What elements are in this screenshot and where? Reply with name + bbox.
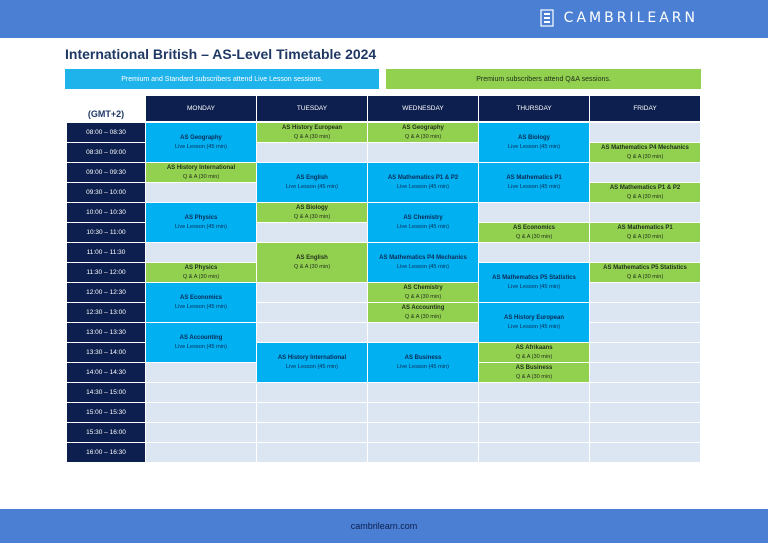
time-slot-label: 15:00 – 15:30 xyxy=(67,403,145,422)
lesson-detail: Live Lesson (45 min) xyxy=(175,343,227,350)
live-lesson-block[interactable] xyxy=(479,123,589,162)
live-lesson-block[interactable] xyxy=(368,203,478,242)
day-header-friday: FRIDAY xyxy=(590,96,700,121)
time-slot-label: 12:00 – 12:30 xyxy=(67,283,145,302)
lesson-detail: Live Lesson (45 min) xyxy=(286,363,338,370)
empty-slot xyxy=(590,203,700,222)
live-lesson-block[interactable] xyxy=(479,163,589,202)
lesson-subject: AS History European xyxy=(281,124,342,131)
empty-slot xyxy=(257,143,367,162)
lesson-detail: Q & A (30 min) xyxy=(404,313,442,320)
lesson-subject: AS Economics xyxy=(179,294,222,301)
live-lesson-block[interactable] xyxy=(479,303,589,342)
page-title: International British – AS-Level Timetable 2024 xyxy=(65,46,377,62)
time-slot-label: 10:00 – 10:30 xyxy=(67,203,145,222)
empty-slot xyxy=(146,403,256,422)
lesson-detail: Live Lesson (45 min) xyxy=(286,183,338,190)
day-header-monday: MONDAY xyxy=(146,96,256,121)
qa-session-block[interactable] xyxy=(479,343,589,362)
lesson-detail: Live Lesson (45 min) xyxy=(397,183,449,190)
qa-session-block[interactable] xyxy=(479,363,589,382)
empty-slot xyxy=(146,383,256,402)
lesson-subject: AS Mathematics P1 xyxy=(617,224,673,231)
lesson-detail: Q & A (30 min) xyxy=(626,153,664,160)
lesson-subject: AS Mathematics P5 Statistics xyxy=(603,264,687,271)
empty-slot xyxy=(368,423,478,442)
time-slot-label: 09:00 – 09:30 xyxy=(67,163,145,182)
qa-session-block[interactable] xyxy=(146,263,256,282)
live-lesson-block[interactable] xyxy=(368,243,478,282)
empty-slot xyxy=(590,443,700,462)
empty-slot xyxy=(479,243,589,262)
empty-slot xyxy=(479,423,589,442)
time-slot-label: 11:00 – 11:30 xyxy=(67,243,145,262)
live-lesson-block[interactable] xyxy=(146,323,256,362)
qa-session-block[interactable] xyxy=(368,283,478,302)
lesson-detail: Q & A (30 min) xyxy=(293,213,331,220)
lesson-subject: AS Mathematics P1 xyxy=(506,174,562,181)
empty-slot xyxy=(257,403,367,422)
empty-slot xyxy=(368,383,478,402)
lesson-detail: Q & A (30 min) xyxy=(626,273,664,280)
lesson-detail: Q & A (30 min) xyxy=(515,233,553,240)
lesson-detail: Q & A (30 min) xyxy=(626,233,664,240)
time-slot-label: 09:30 – 10:00 xyxy=(67,183,145,202)
empty-slot xyxy=(146,443,256,462)
lesson-detail: Q & A (30 min) xyxy=(515,373,553,380)
qa-session-block[interactable] xyxy=(257,123,367,142)
lesson-detail: Live Lesson (45 min) xyxy=(508,143,560,150)
day-header-wednesday: WEDNESDAY xyxy=(368,96,478,121)
lesson-detail: Q & A (30 min) xyxy=(404,293,442,300)
empty-slot xyxy=(368,323,478,342)
qa-session-block[interactable] xyxy=(590,183,700,202)
lesson-subject: AS Business xyxy=(515,364,553,371)
live-lesson-block[interactable] xyxy=(257,163,367,202)
lesson-subject: AS Mathematics P1 & P2 xyxy=(387,174,459,181)
lesson-detail: Live Lesson (45 min) xyxy=(397,223,449,230)
live-lesson-block[interactable] xyxy=(479,263,589,302)
lesson-subject: AS Mathematics P5 Statistics xyxy=(492,274,576,281)
brand-name: CAMBRILEARN xyxy=(563,10,698,26)
empty-slot xyxy=(257,383,367,402)
day-header-tuesday: TUESDAY xyxy=(257,96,367,121)
time-slot-label: 11:30 – 12:00 xyxy=(67,263,145,282)
empty-slot xyxy=(368,143,478,162)
empty-slot xyxy=(479,443,589,462)
lesson-detail: Q & A (30 min) xyxy=(182,273,220,280)
lesson-subject: AS Accounting xyxy=(401,304,445,311)
lesson-subject: AS Mathematics P1 & P2 xyxy=(609,184,681,191)
qa-session-block[interactable] xyxy=(368,123,478,142)
live-lesson-block[interactable] xyxy=(146,283,256,322)
time-slot-label: 14:30 – 15:00 xyxy=(67,383,145,402)
qa-session-block[interactable] xyxy=(146,163,256,182)
lesson-subject: AS Afrikaans xyxy=(515,344,553,351)
lesson-subject: AS English xyxy=(296,174,328,181)
time-slot-label: 14:00 – 14:30 xyxy=(67,363,145,382)
lesson-detail: Live Lesson (45 min) xyxy=(175,223,227,230)
lesson-subject: AS History European xyxy=(503,314,564,321)
lesson-subject: AS Geography xyxy=(180,134,222,141)
lesson-detail: Q & A (30 min) xyxy=(404,133,442,140)
empty-slot xyxy=(257,423,367,442)
lesson-detail: Live Lesson (45 min) xyxy=(508,283,560,290)
live-lesson-block[interactable] xyxy=(146,203,256,242)
qa-session-block[interactable] xyxy=(590,143,700,162)
lesson-detail: Live Lesson (45 min) xyxy=(175,303,227,310)
lesson-subject: AS History International xyxy=(166,164,236,171)
qa-session-block[interactable] xyxy=(257,243,367,282)
lesson-detail: Live Lesson (45 min) xyxy=(397,363,449,370)
qa-session-block[interactable] xyxy=(368,303,478,322)
empty-slot xyxy=(146,363,256,382)
lesson-detail: Q & A (30 min) xyxy=(626,193,664,200)
live-lesson-block[interactable] xyxy=(368,343,478,382)
time-slot-label: 15:30 – 16:00 xyxy=(67,423,145,442)
empty-slot xyxy=(257,323,367,342)
empty-slot xyxy=(590,323,700,342)
qa-session-block[interactable] xyxy=(590,223,700,242)
empty-slot xyxy=(479,383,589,402)
lesson-subject: AS English xyxy=(296,254,328,261)
qa-session-block[interactable] xyxy=(590,263,700,282)
empty-slot xyxy=(590,163,700,182)
lesson-detail: Live Lesson (45 min) xyxy=(508,183,560,190)
time-slot-label: 16:00 – 16:30 xyxy=(67,443,145,462)
empty-slot xyxy=(257,283,367,302)
empty-slot xyxy=(590,403,700,422)
empty-slot xyxy=(479,403,589,422)
empty-slot xyxy=(368,443,478,462)
time-slot-label: 13:30 – 14:00 xyxy=(67,343,145,362)
empty-slot xyxy=(590,363,700,382)
header-bar xyxy=(0,0,768,38)
lesson-subject: AS Biology xyxy=(295,204,328,211)
timezone-label: (GMT+2) xyxy=(87,109,125,119)
empty-slot xyxy=(257,443,367,462)
empty-slot xyxy=(590,123,700,142)
lesson-subject: AS Geography xyxy=(402,124,444,131)
lesson-detail: Q & A (30 min) xyxy=(293,133,331,140)
lesson-subject: AS Physics xyxy=(184,214,218,221)
brand-logo-icon xyxy=(540,9,554,27)
lesson-subject: AS Accounting xyxy=(179,334,223,341)
live-lesson-block[interactable] xyxy=(257,343,367,382)
time-slot-label: 08:00 – 08:30 xyxy=(67,123,145,142)
empty-slot xyxy=(479,203,589,222)
footer-url[interactable]: cambrilearn.com xyxy=(350,521,418,531)
qa-legend: Premium subscribers attend Q&A sessions. xyxy=(386,69,701,89)
empty-slot xyxy=(368,403,478,422)
empty-slot xyxy=(590,303,700,322)
footer-bar xyxy=(0,509,768,543)
empty-slot xyxy=(590,343,700,362)
brand-logo[interactable] xyxy=(540,9,698,27)
time-slot-label: 13:00 – 13:30 xyxy=(67,323,145,342)
time-slot-label: 10:30 – 11:00 xyxy=(67,223,145,242)
lesson-subject: AS Biology xyxy=(517,134,550,141)
time-slot-label: 08:30 – 09:00 xyxy=(67,143,145,162)
lesson-detail: Live Lesson (45 min) xyxy=(508,323,560,330)
empty-slot xyxy=(146,183,256,202)
empty-slot xyxy=(590,423,700,442)
qa-session-block[interactable] xyxy=(479,223,589,242)
empty-slot xyxy=(590,383,700,402)
live-lesson-block[interactable] xyxy=(368,163,478,202)
lesson-subject: AS Chemistry xyxy=(403,214,443,221)
lesson-detail: Q & A (30 min) xyxy=(293,263,331,270)
lesson-detail: Q & A (30 min) xyxy=(182,173,220,180)
qa-session-block[interactable] xyxy=(257,203,367,222)
lesson-detail: Live Lesson (45 min) xyxy=(175,143,227,150)
live-lesson-block[interactable] xyxy=(146,123,256,162)
lesson-subject: AS Physics xyxy=(184,264,218,271)
empty-slot xyxy=(590,283,700,302)
empty-slot xyxy=(257,223,367,242)
lesson-subject: AS Chemistry xyxy=(403,284,443,291)
lesson-detail: Live Lesson (45 min) xyxy=(397,263,449,270)
time-slot-label: 12:30 – 13:00 xyxy=(67,303,145,322)
lesson-detail: Q & A (30 min) xyxy=(515,353,553,360)
day-header-thursday: THURSDAY xyxy=(479,96,589,121)
empty-slot xyxy=(146,423,256,442)
live-lesson-legend: Premium and Standard subscribers attend Live Lesson sessions. xyxy=(65,69,379,89)
empty-slot xyxy=(257,303,367,322)
lesson-subject: AS History International xyxy=(277,354,347,361)
empty-slot xyxy=(590,243,700,262)
lesson-subject: AS Economics xyxy=(512,224,555,231)
lesson-subject: AS Business xyxy=(404,354,442,361)
lesson-subject: AS Mathematics P4 Mechanics xyxy=(379,254,467,261)
empty-slot xyxy=(146,243,256,262)
lesson-subject: AS Mathematics P4 Mechanics xyxy=(601,144,689,151)
